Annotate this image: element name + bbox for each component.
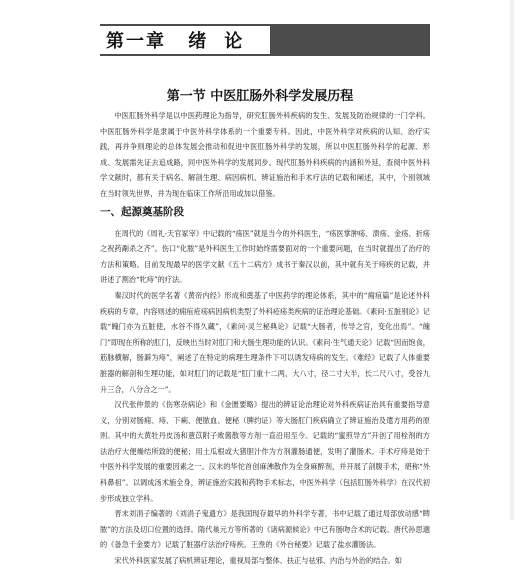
chapter-name-char-1: 绪 [188, 31, 209, 52]
intro-paragraph-1: 中医肛肠外科学是以中医药理论为指导，研究肛肠外科疾病的发生、发展及防治规律的一门学科。中医肛肠外科学是隶属于中医外科学体系的一个重要专科。因此，中医外科学对疾病的认知、治疗实践，再并争则理论的总体发展会推动和促进中医肛肠外科学的发展，所以中医肛肠外科学的起源、形成、发展需先证去追成路，同中医外科学的发展同步。现代肛肠外科疾病的内涵和外延，查阅中医外科学文献时，都有关于病名、解剖生理、病因病机、辨证施治和手术疗法的记载和阐述，其中，个别领域在当时领先世界，并为现在临床工作所沿用或加以借鉴。 [100, 111, 430, 198]
chapter-header-label-box [100, 26, 270, 54]
section-title: 第一节 中医肛肠外科学发展历程 [166, 89, 354, 104]
scrollbar-track[interactable] [510, 0, 514, 520]
body-paragraph-4: 晋末刘涓子编著的《刘涓子鬼遗方》是我国现存最早的外科学专著，书中记载了通过局部放动感“睥脓”的方法及切口位置的选择。隋代巢元方等所著的《诸病源候论》中已有肠吻合术的记载。唐代孙思邈的《备急千金要方》记载了脏器疗法治疗痔疾。王焘的《外台秘要》记载了盐水灌肠法。 [100, 509, 430, 550]
subsection-heading: 一、起源奠基阶段 [100, 205, 184, 218]
document-body [100, 108, 430, 569]
chapter-name [188, 31, 260, 52]
body-paragraph-2: 秦汉时代的医学名著《黄帝内经》形成和奠基了中医药学的理论体系，其中的“痈疽篇”是论述外科疾病的专章，内容则述的痈疽疮疡病因病机类型了外科疮疡类疾病的证治理论基础。《素问·五脏别论》记载“魄门亦为五脏使，水谷不得久藏”，《素问·灵兰秘典论》记载“大肠者，传导之官，变化出焉”。“魄门”即现在所称的肛门，反映出当时对肛门和大肠生理功能的认识。《素问·生气通天论》记载“因而饱食，筋脉横解，肠澼为痔”，阐述了在特定的病理生理条件下可以诱发痔病的发生。《难经》记载了人体重要脏器的解剖和生理功能，如对肛门的记载是“肛门重十二两，大八寸，径二寸大半，长二尺八寸，受谷九升三合，八分合之一”。 [100, 290, 430, 394]
body-paragraph-5: 宋代外科医家发展了病机辨证理论，重视局部与整体、扶正与祛邪、内治与外治的结合。如 [114, 556, 402, 566]
chapter-number: 第一章 [106, 31, 166, 52]
chapter-header-bar [100, 24, 430, 56]
body-paragraph-3: 汉代张仲景的《伤寒杂病论》和《金匮要略》提出的辨证论治理论对外科疾病证治具有重要指导意义，分别对肠痈、痔、下痢、便脓血、便秘（脾约证）等大肠肛门疾病确立了辨证施治及遣方用药的原则。其中的大黄牡丹皮汤和薏苡附子败酱散等方剂一直沿用至今。记载的“蜜煎导方”开创了用栓剂的方法治疗大便燥结所致的便秘；用土瓜根或大猪胆汁作为方剂灌肠通便，发明了灌肠术。手术疗痔是始于中医外科学发展的重要因素之一。汉末的华佗首创麻沸散作为全身麻醉剂，并开展了剖腹手术，堪称“外科鼻祖”。以调成汤术施全身，辨证施治实践和药物手术标志，中医外科学（包括肛肠外科学）在汉代初步形成独立学科。 [100, 400, 430, 503]
body-paragraph-1: 在周代的《周礼·天官冢宰》中记载的“疡医”就是当今的外科医生，“疡医掌肿疡、溃疡、金疡、折疡之祝药劀杀之齐”。伤口“化脓”是外科医生工作时始终需要面对的一个重要问题，在当时就提出了治疗的方法和策略。目前发现最早的医学文献《五十二病方》成书于秦汉以前，其中就有关于痔疾的记载，并讲述了割治“牝痔”的疗法。 [100, 228, 430, 285]
chapter-name-char-2: 论 [224, 31, 245, 52]
chapter-title [106, 27, 260, 53]
